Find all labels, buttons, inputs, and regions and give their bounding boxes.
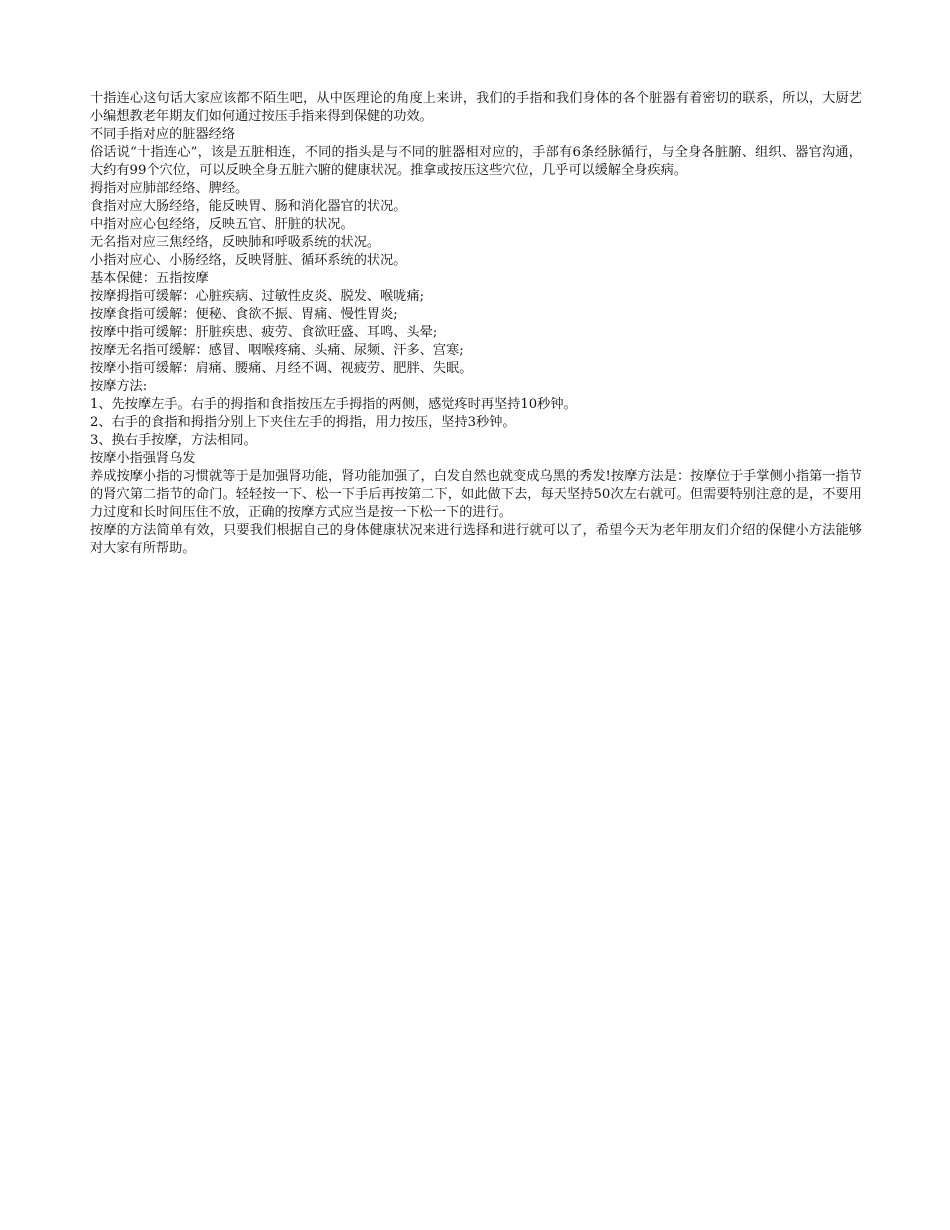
finger-line-middle: 中指对应心包经络，反映五官、肝脏的状况。 [90, 217, 354, 232]
intro-paragraph: 十指连心这句话大家应该都不陌生吧，从中医理论的角度上来讲，我们的手指和我们身体的各个脏器有着密切的联系，所以，大厨艺小编想教老年期友们如何通过按压手指来得到保健的功效。 [90, 91, 862, 124]
kidney-paragraph: 养成按摩小指的习惯就等于是加强肾功能，肾功能加强了，白发自然也就变成乌黑的秀发!按摩方法是：按摩位于手掌侧小指第一指节的肾穴第二指节的命门。轻轻按一下、松一下手后再按第二下，如此做下去，每天坚持50次左右就可。但需要特别注意的是，不要用力过度和长时间压住不放，正确的按摩方式应当是按一下松一下的进行。 [90, 469, 862, 520]
section-heading-five-finger-massage: 基本保健：五指按摩 [90, 271, 209, 286]
closing-paragraph: 按摩的方法简单有效，只要我们根据自己的身体健康状况来进行选择和进行就可以了，希望今天为老年朋友们介绍的保健小方法能够对大家有所帮助。 [90, 523, 862, 556]
method-step-3: 3、换右手按摩，方法相同。 [90, 433, 257, 448]
finger-line-index: 食指对应大肠经络，能反映胃、肠和消化器官的状况。 [90, 199, 407, 214]
finger-line-thumb: 拇指对应肺部经络、脾经。 [90, 181, 249, 196]
massage-line-index: 按摩食指可缓解：便秘、食欲不振、胃痛、慢性胃炎; [90, 307, 398, 322]
finger-line-ring: 无名指对应三焦经络，反映肺和呼吸系统的状况。 [90, 235, 381, 250]
organs-paragraph: 俗话说“十指连心”，该是五脏相连，不同的指头是与不同的脏器相对应的，手部有6条经脉循行，与全身各脏腑、组织、器官沟通，大约有99个穴位，可以反映全身五脏六腑的健康状况。推拿或按压这些穴位，几乎可以缓解全身疾病。 [90, 145, 862, 178]
massage-line-middle: 按摩中指可缓解：肝脏疾患、疲劳、食欲旺盛、耳鸣、头晕; [90, 325, 438, 340]
method-step-2: 2、右手的食指和拇指分别上下夹住左手的拇指，用力按压，坚持3秒钟。 [90, 415, 516, 430]
massage-line-ring: 按摩无名指可缓解：感冒、咽喉疼痛、头痛、尿频、汗多、宫寒; [90, 343, 464, 358]
method-step-1: 1、先按摩左手。右手的拇指和食指按压左手拇指的两侧，感觉疼时再坚持10秒钟。 [90, 397, 577, 412]
finger-line-little: 小指对应心、小肠经络，反映肾脏、循环系统的状况。 [90, 253, 407, 268]
section-heading-method: 按摩方法: [90, 379, 148, 394]
section-heading-kidney: 按摩小指强肾乌发 [90, 451, 196, 466]
massage-line-thumb: 按摩拇指可缓解：心脏疾病、过敏性皮炎、脱发、喉咙痛; [90, 289, 425, 304]
document-body [90, 90, 862, 558]
massage-line-little: 按摩小指可缓解：肩痛、腰痛、月经不调、视疲劳、肥胖、失眠。 [90, 361, 473, 376]
section-heading-organs: 不同手指对应的脏器经络 [90, 127, 236, 142]
